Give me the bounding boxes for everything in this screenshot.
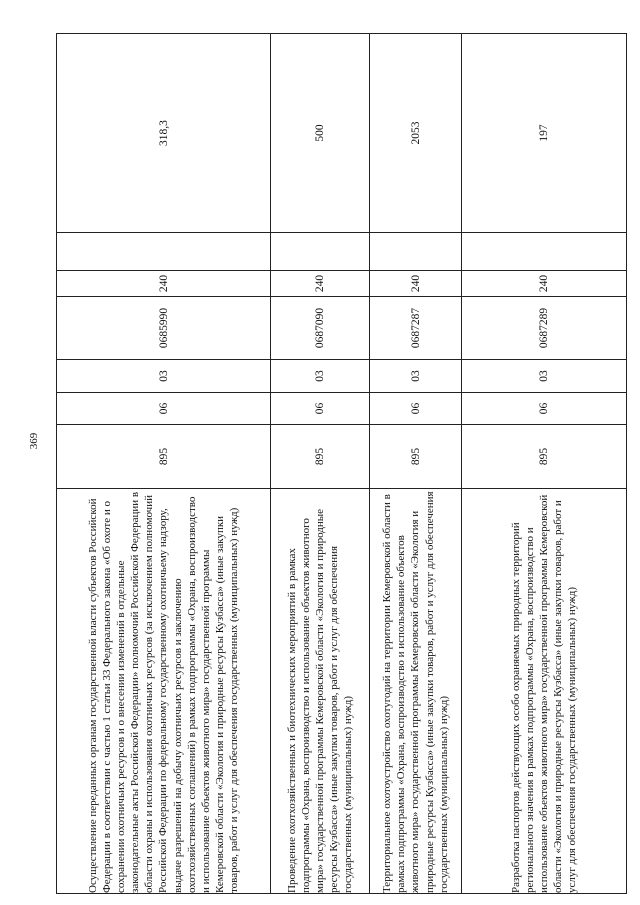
empty-cell [57,233,271,271]
expense-type-code: 240 [462,271,627,297]
target-article-code: 0687090 [271,297,370,360]
table-row [57,34,271,894]
table-row [271,34,370,894]
row-description: Осуществление переданных органам государственной власти субъектов Российской Федерации в соответствии с частью 1 статьи 33 Федерального закона «Об охоте и о сохранении охотничьих ресурсов и о внесении изменений в отдельные законодательные акты Российской Федерации» полномочий Российской Федерации в области охраны и использования охотничьих ресурсов (за исключением полномочий Российской Федерации по федеральному государственному охотничьему надзору, выдаче разрешений на добычу охотничьих ресурсов и заключению охотхозяйственных соглашений) в рамках подпрограммы «Охрана, воспроизводство и использование объектов животного мира» государственной программы Кемеровской области «Экология и природные ресурсы Кузбасса» (иные закупки товаров, работ и услуг для обеспечения государственных (муниципальных) нужд) [57,489,271,894]
section-code: 06 [462,393,627,425]
amount-value: 197 [462,34,627,233]
amount-value: 2053 [370,34,462,233]
table-row [370,34,462,894]
subsection-code: 03 [271,360,370,393]
ministry-code: 895 [271,425,370,489]
amount-value: 500 [271,34,370,233]
subsection-code: 03 [57,360,271,393]
page-number: 369 [28,432,40,450]
target-article-code: 0687287 [370,297,462,360]
subsection-code: 03 [370,360,462,393]
budget-table [56,33,627,894]
expense-type-code: 240 [271,271,370,297]
ministry-code: 895 [57,425,271,489]
ministry-code: 895 [462,425,627,489]
table-row [462,34,627,894]
expense-type-code: 240 [57,271,271,297]
section-code: 06 [271,393,370,425]
empty-cell [370,233,462,271]
row-description: Территориальное охотоустройство охотугодий на территории Кемеровской области в рамках подпрограммы «Охрана, воспроизводство и использование объектов животного мира» государственной программы Кемеровской области «Экология и природные ресурсы Кузбасса» (иные закупки товаров, работ и услуг для обеспечения государственных (муниципальных) нужд) [370,489,462,894]
row-description: Разработка паспортов действующих особо охраняемых природных территорий регионального значения в рамках подпрограммы «Охрана, воспроизводство и использование объектов животного мира» государственной программы Кемеровской области «Экология и природные ресурсы Кузбасса» (иные закупки товаров, работ и услуг для обеспечения государственных (муниципальных) нужд) [462,489,627,894]
section-code: 06 [370,393,462,425]
empty-cell [271,233,370,271]
expense-type-code: 240 [370,271,462,297]
empty-cell [462,233,627,271]
rotated-budget-table [56,34,626,894]
subsection-code: 03 [462,360,627,393]
section-code: 06 [57,393,271,425]
amount-value: 318,3 [57,34,271,233]
target-article-code: 0687289 [462,297,627,360]
ministry-code: 895 [370,425,462,489]
row-description: Проведение охотхозяйственных и биотехнических мероприятий в рамках подпрограммы «Охрана, воспроизводство и использование объектов животного мира» государственной программы Кемеровской области «Экология и природные ресурсы Кузбасса» (иные закупки товаров, работ и услуг для обеспечения государственных (муниципальных) нужд) [271,489,370,894]
target-article-code: 0685990 [57,297,271,360]
